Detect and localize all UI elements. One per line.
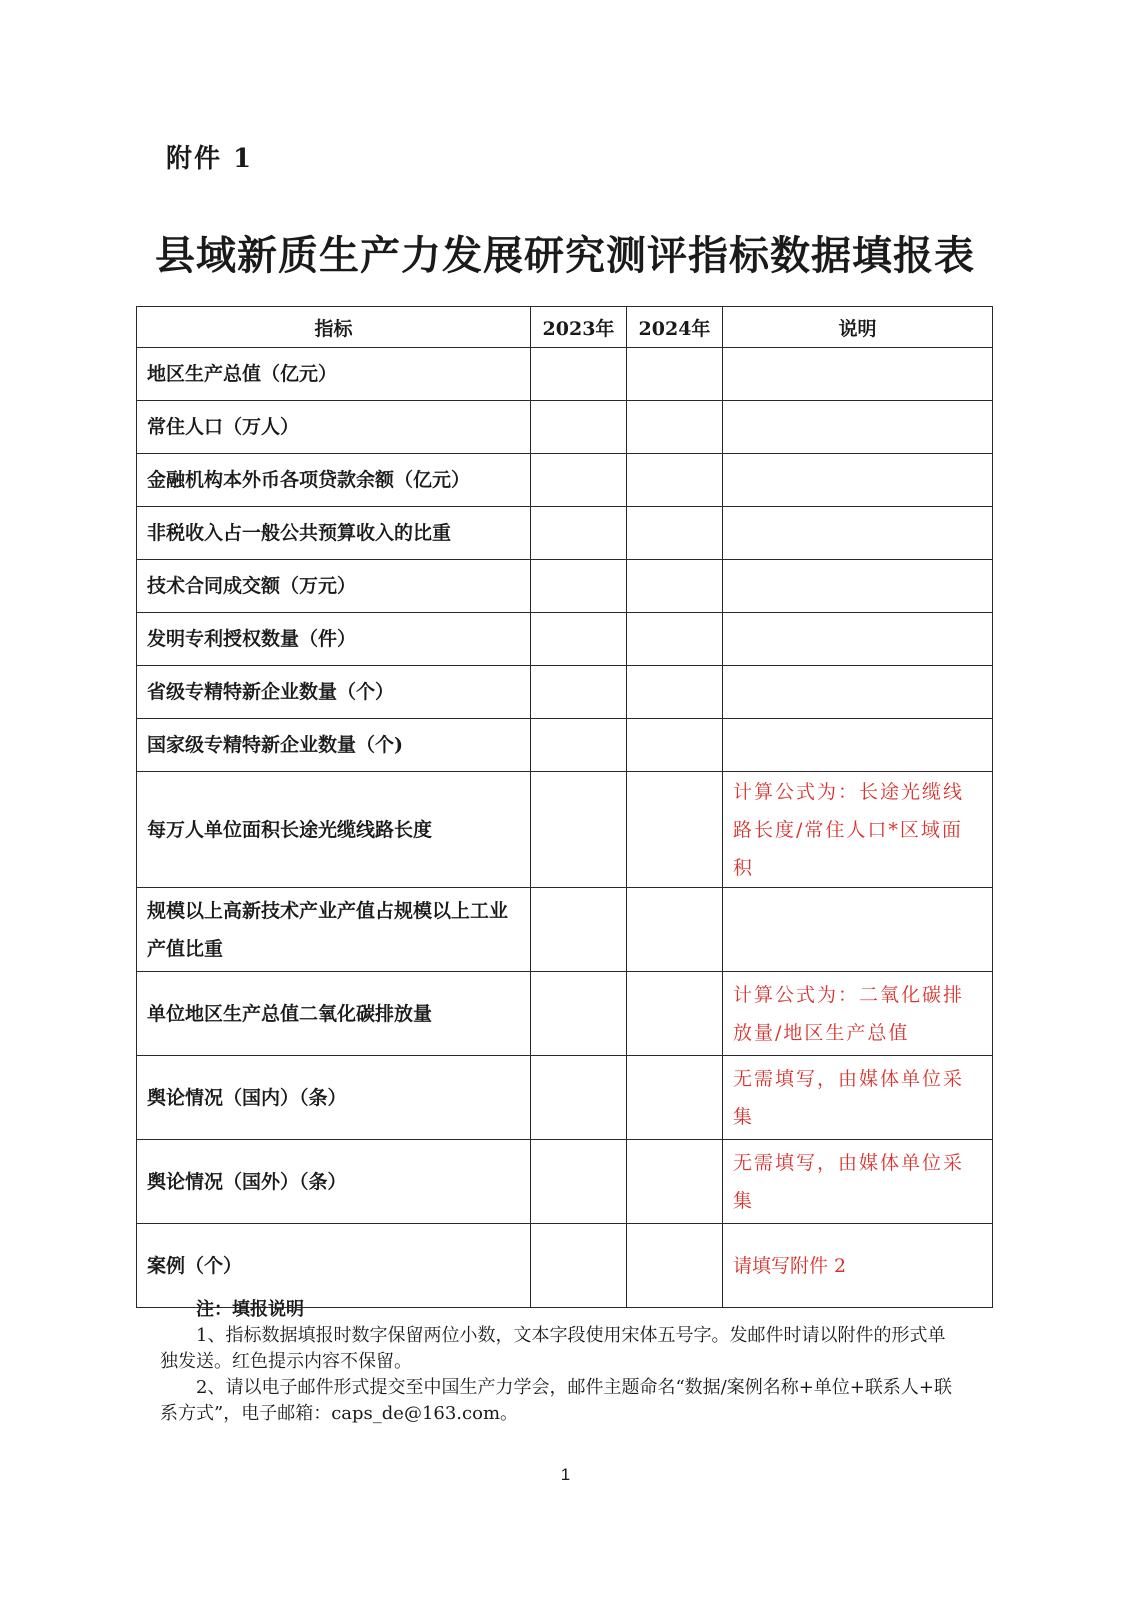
value-2024-cell[interactable] [627,772,723,888]
column-header-note: 说明 [723,307,993,348]
value-2024-cell[interactable] [627,401,723,454]
notes-heading: 注：填报说明 [196,1299,304,1320]
note-cell [723,348,993,401]
table-row [137,972,993,1056]
note-cell: 无需填写，由媒体单位采集 [723,1140,993,1224]
value-2023-cell[interactable] [531,1224,627,1308]
value-2024-cell[interactable] [627,666,723,719]
value-2023-cell[interactable] [531,1056,627,1140]
value-2024-cell[interactable] [627,613,723,666]
indicator-name: 每万人单位面积长途光缆线路长度 [137,772,531,888]
note-cell: 计算公式为：二氧化碳排放量/地区生产总值 [723,972,993,1056]
note-cell [723,401,993,454]
value-2024-cell[interactable] [627,1140,723,1224]
table-row [137,719,993,772]
value-2024-cell[interactable] [627,560,723,613]
note-cell: 计算公式为：长途光缆线路长度/常住人口*区域面积 [723,772,993,888]
table-row [137,401,993,454]
column-header-2023: 2023年 [531,307,627,348]
note-item: 1、指标数据填报时数字保留两位小数，文本字段使用宋体五号字。发邮件时请以附件的形式单独发送。红色提示内容不保留。 [160,1325,946,1372]
value-2024-cell[interactable] [627,1056,723,1140]
value-2024-cell[interactable] [627,348,723,401]
indicator-name: 国家级专精特新企业数量（个) [137,719,531,772]
value-2023-cell[interactable] [531,1140,627,1224]
note-cell [723,888,993,972]
indicator-name: 金融机构本外币各项贷款余额（亿元） [137,454,531,507]
value-2024-cell[interactable] [627,972,723,1056]
page-title: 县域新质生产力发展研究测评指标数据填报表 [155,232,975,279]
indicator-name: 舆论情况（国外）（条） [137,1140,531,1224]
indicator-name: 规模以上高新技术产业产值占规模以上工业产值比重 [137,888,531,972]
note-item: 2、请以电子邮件形式提交至中国生产力学会，邮件主题命名“数据/案例名称+单位+联系人+联系方式”，电子邮箱：caps_de@163.com。 [160,1377,952,1424]
value-2023-cell[interactable] [531,401,627,454]
table-row [137,1140,993,1224]
table-row [137,348,993,401]
page-number: 1 [560,1465,571,1484]
value-2023-cell[interactable] [531,613,627,666]
table-row [137,772,993,888]
note-cell [723,666,993,719]
table-row [137,1224,993,1308]
indicator-name: 发明专利授权数量（件） [137,613,531,666]
indicator-name: 案例（个） [137,1224,531,1308]
table-row [137,560,993,613]
indicator-name: 单位地区生产总值二氧化碳排放量 [137,972,531,1056]
indicator-name: 舆论情况（国内）（条） [137,1056,531,1140]
value-2023-cell[interactable] [531,454,627,507]
table-row [137,1056,993,1140]
note-cell [723,454,993,507]
value-2023-cell[interactable] [531,666,627,719]
table-header-row [137,307,993,348]
column-header-indicator: 指标 [137,307,531,348]
table-row [137,613,993,666]
table-row [137,888,993,972]
column-header-2024: 2024年 [627,307,723,348]
indicator-name: 技术合同成交额（万元） [137,560,531,613]
indicator-name: 非税收入占一般公共预算收入的比重 [137,507,531,560]
value-2024-cell[interactable] [627,1224,723,1308]
note-cell: 无需填写，由媒体单位采集 [723,1056,993,1140]
filling-instructions [160,1297,960,1427]
value-2023-cell[interactable] [531,972,627,1056]
value-2024-cell[interactable] [627,719,723,772]
value-2024-cell[interactable] [627,888,723,972]
indicator-name: 省级专精特新企业数量（个） [137,666,531,719]
value-2024-cell[interactable] [627,454,723,507]
note-cell [723,719,993,772]
attachment-label: 附件 1 [166,144,254,174]
note-cell [723,507,993,560]
value-2023-cell[interactable] [531,888,627,972]
table-row [137,454,993,507]
value-2023-cell[interactable] [531,560,627,613]
value-2023-cell[interactable] [531,507,627,560]
value-2023-cell[interactable] [531,772,627,888]
value-2023-cell[interactable] [531,719,627,772]
table-row [137,507,993,560]
indicator-name: 地区生产总值（亿元） [137,348,531,401]
indicator-table [136,306,993,1308]
note-cell [723,560,993,613]
indicator-name: 常住人口（万人） [137,401,531,454]
note-cell: 请填写附件 2 [723,1224,993,1308]
value-2023-cell[interactable] [531,348,627,401]
value-2024-cell[interactable] [627,507,723,560]
note-cell [723,613,993,666]
table-row [137,666,993,719]
